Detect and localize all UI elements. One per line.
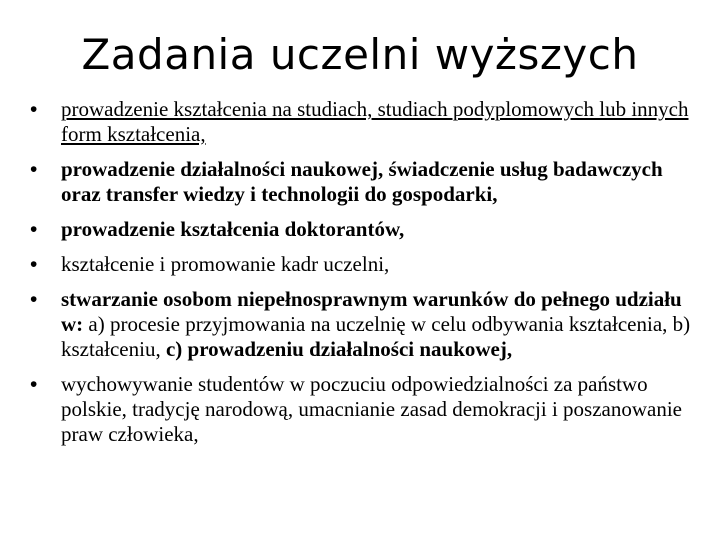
bullet-text: prowadzenie działalności naukowej, świadczenie usług badawczych oraz transfer wiedzy i technologii do gospodarki, [61,157,663,206]
bullet-dot-icon: • [30,98,38,121]
bullet-list [30,97,700,457]
bullet-text-bold-tail: c) prowadzeniu działalności naukowej, [165,337,513,361]
bullet-item [30,217,700,242]
slide-title: Zadania uczelni wyższych [81,30,639,79]
bullet-text: prowadzenie kształcenia doktorantów, [61,217,405,241]
bullet-item [30,157,700,207]
bullet-item [30,287,700,362]
bullet-text-bold-lead: stwarzanie osobom niepełnosprawnym warunków do pełnego udziału w: [61,287,682,336]
bullet-dot-icon: • [30,158,38,181]
bullet-text: a) procesie przyjmowania na uczelnię w celu odbywania kształcenia, b) kształceniu, [61,312,691,361]
bullet-text: wychowywanie studentów w poczuciu odpowiedzialności za państwo polskie, tradycję narodową, umacnianie zasad demokracji i poszanowanie praw człowieka, [61,372,683,446]
bullet-dot-icon: • [30,253,38,276]
bullet-dot-icon: • [30,288,38,311]
bullet-text: prowadzenie kształcenia na studiach, studiach podyplomowych lub innych form kształcenia, [61,97,689,146]
bullet-dot-icon: • [30,373,38,396]
bullet-dot-icon: • [30,218,38,241]
bullet-item [30,252,700,277]
bullet-item [30,97,700,147]
bullet-text: kształcenie i promowanie kadr uczelni, [61,252,390,276]
bullet-item [30,372,700,447]
